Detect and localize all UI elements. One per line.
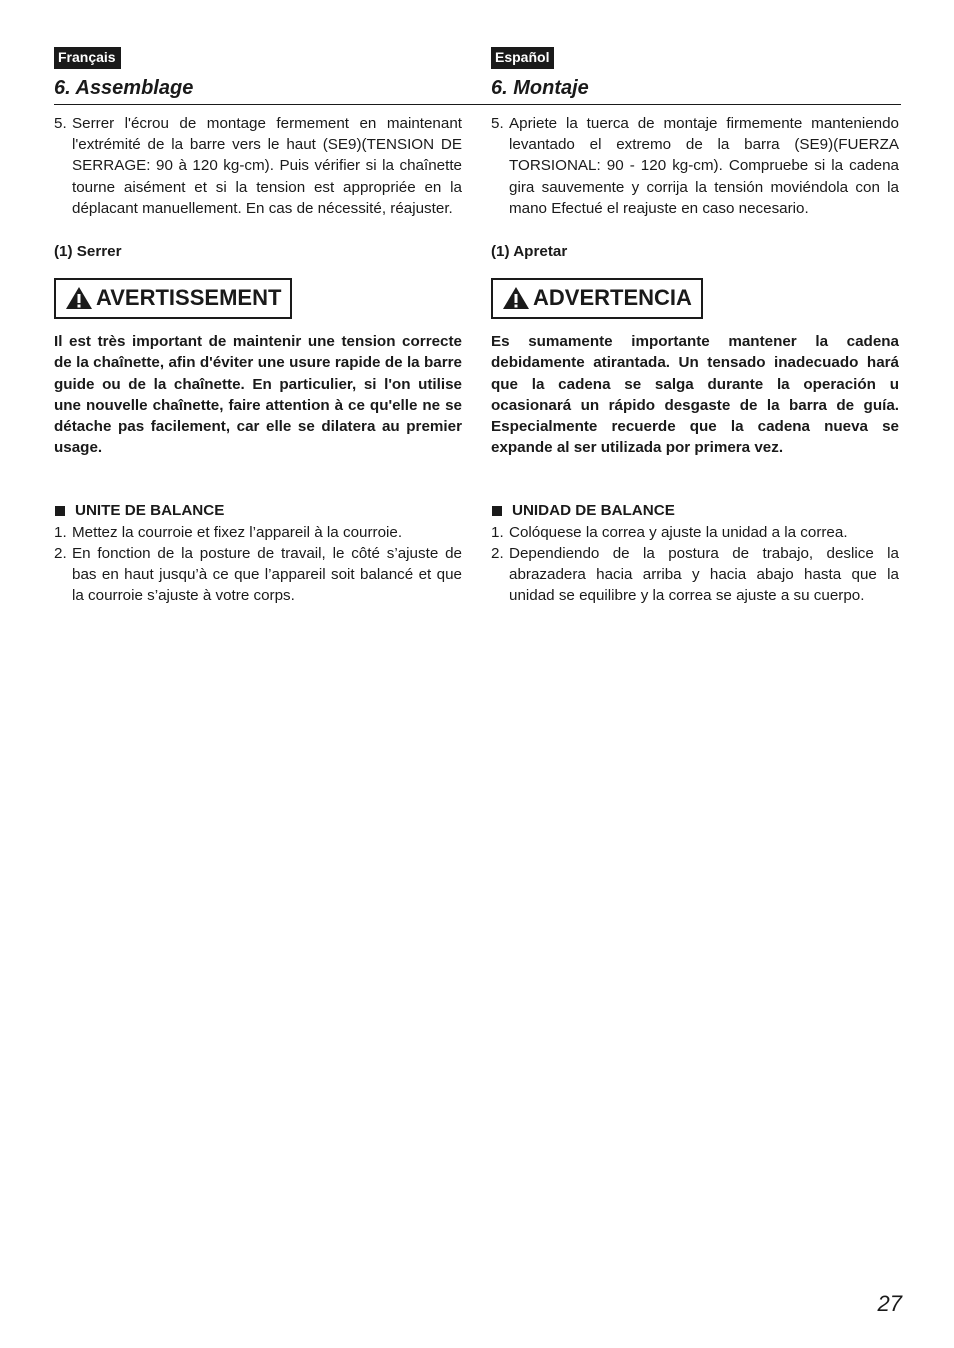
header-divider: [54, 104, 901, 105]
warning-title: AVERTISSEMENT: [96, 285, 282, 311]
balance-heading-text: UNITE DE BALANCE: [75, 502, 225, 520]
warning-title: ADVERTENCIA: [533, 285, 692, 311]
french-body: [54, 113, 462, 606]
square-bullet-icon: [492, 506, 502, 516]
list-item: [491, 522, 899, 543]
item-text: Dependiendo de la postura de trabajo, deslice la abrazadera hacia arriba y hacia abajo hasta que la unidad se equilibre y la correa se ajuste a su cuerpo.: [509, 544, 899, 605]
sub-label: (1) Apretar: [491, 243, 568, 261]
item-number: 1.: [54, 523, 67, 541]
section-title-spanish: 6. Montaje: [491, 77, 589, 99]
spanish-body: [491, 113, 899, 606]
balance-heading: [54, 500, 462, 521]
language-tag-spanish: Español: [491, 47, 554, 69]
step-5-item: [54, 113, 462, 219]
warning-box: [54, 278, 292, 319]
item-text: Colóquese la correa y ajuste la unidad a la correa.: [509, 523, 848, 541]
square-bullet-icon: [55, 506, 65, 516]
step-number: 5.: [491, 115, 504, 132]
list-item: [491, 543, 899, 607]
item-number: 2.: [54, 544, 67, 562]
warning-text: Es sumamente importante mantener la cadena debidamente atirantada. Un tensado inadecuado hará que la cadena se salga durante la operación u ocasionará un rápido desgaste de la barra de guía. Especialmente recuerde que la cadena nueva se expande al ser utilizada por primera vez.: [491, 333, 899, 457]
language-tag-french: Français: [54, 47, 121, 69]
warning-text: Il est très important de maintenir une tension correcte de la chaînette, afin d'éviter une usure rapide de la barre guide ou de la chaînette. En particulier, si l'on utilise une nouvelle chaînette, faire attention à ce qu'elle ne se détache pas facilement, car elle se dilatera au premier usage.: [54, 333, 462, 457]
item-text: Mettez la courroie et fixez l’appareil à la courroie.: [72, 523, 403, 541]
page-number: 27: [877, 1291, 902, 1316]
item-text: En fonction de la posture de travail, le côté s’ajuste de bas en haut jusqu’à ce que l’appareil soit balancé et que la courroie s’ajuste à votre corps.: [72, 544, 462, 605]
warning-triangle-icon: [502, 286, 530, 310]
warning-box: [491, 278, 703, 319]
item-number: 1.: [491, 523, 504, 541]
step-5-item: [491, 113, 899, 219]
step-number: 5.: [54, 115, 67, 132]
section-title-french: 6. Assemblage: [54, 77, 194, 99]
step-text: Apriete la tuerca de montaje firmemente manteniendo levantado el extremo de la barra (SE9)(FUERZA TORSIONAL: 90 - 120 kg-cm). Compruebe si la cadena gira sauvemente y corrija la tensión moviéndola con la mano Efectué el reajuste en caso necesario.: [509, 115, 899, 217]
item-number: 2.: [491, 544, 504, 562]
list-item: [54, 522, 462, 543]
balance-heading-text: UNIDAD DE BALANCE: [512, 502, 675, 520]
list-item: [54, 543, 462, 607]
balance-heading: [491, 500, 899, 521]
spanish-column-header: [491, 47, 899, 99]
french-column-header: [54, 47, 462, 99]
sub-label: (1) Serrer: [54, 243, 122, 261]
warning-triangle-icon: [65, 286, 93, 310]
step-text: Serrer l'écrou de montage fermement en maintenant l'extrémité de la barre vers le haut (SE9)(TENSION DE SERRAGE: 90 à 120 kg-cm). Puis vérifier si la chaînette tourne aisément et si la tension est appropriée en la déplacant manuellement. En cas de nécessité, réajuster.: [72, 115, 462, 217]
